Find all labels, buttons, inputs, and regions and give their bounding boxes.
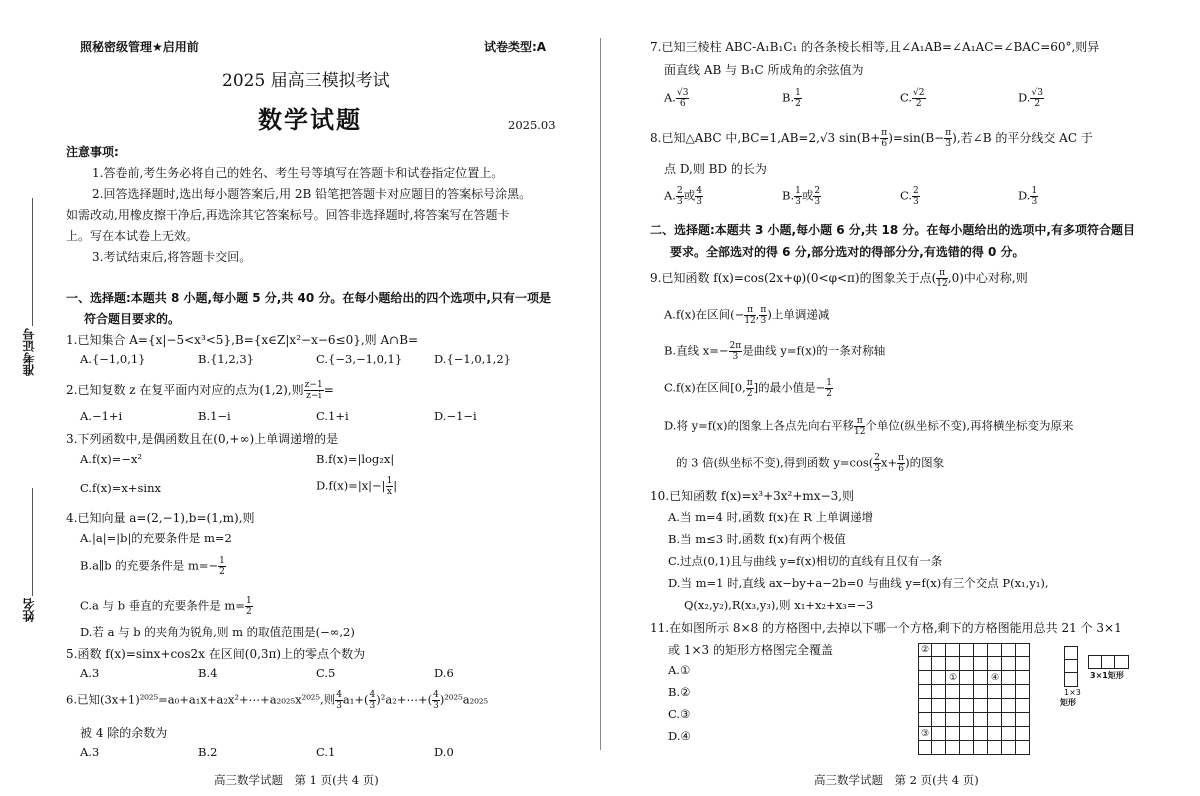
notice-item: 2.回答选择题时,选出每小题答案后,用 2B 铅笔把答题卡对应题目的答案标号涂黑。 (92, 187, 532, 201)
q8-option: D. $\frac{1}{3}$ (1018, 186, 1038, 207)
q6-option: B.2 (198, 745, 218, 759)
q6-stem: 6.已知(3x+1)²⁰²⁵=a₀+a₁x+a₂x²+⋯+a₂₀₂₅x²⁰²⁵,则 $\frac{4}{3}$ a₁+( $\frac{4}{3}$ )²a₂+⋯+( $\frac{4}{3}$ )²⁰²⁵a₂₀₂₅ (66, 690, 489, 711)
q6-option: C.1 (316, 745, 336, 759)
notice-item: 3.考试结束后,将答题卡交回。 (92, 250, 252, 264)
label-1x3: 1×3 (1064, 688, 1081, 697)
q11-option: A.① (668, 663, 691, 677)
exam-no-line (32, 198, 33, 326)
q4-option: A.|a|=|b|的充要条件是 m=2 (80, 531, 232, 545)
section2-line2: 要求。全部选对的得 6 分,部分选对的得部分分,有选错的得 0 分。 (670, 245, 1025, 259)
grid-mark: ④ (990, 673, 1000, 683)
grid-8x8-figure (918, 643, 1030, 755)
q3-option: D.f(x)=|x|−| $\frac{1}{x}$ | (316, 476, 398, 497)
q7-stem: 7.已知三棱柱 ABC-A₁B₁C₁ 的各条棱长相等,且∠A₁AB=∠A₁AC=∠BAC=60°,则异 (650, 40, 1100, 54)
q1-option: C.{−3,−1,0,1} (316, 352, 403, 366)
exam-date: 2025.03 (508, 118, 556, 132)
q9-option: C.f(x)在区间[0, $\frac{\pi}{2}$ ]的最小值是− $\frac{1}{2}$ (664, 378, 832, 399)
q6-option: D.0 (434, 745, 454, 759)
section1-line1: 一、选择题:本题共 8 小题,每小题 5 分,共 40 分。在每小题给出的四个选项中,只有一项是 (66, 291, 551, 305)
notice-item: 如需改动,用橡皮擦干净后,再选涂其它答案标号。回答非选择题时,将答案写在答题卡 (66, 208, 510, 222)
q5-stem: 5.函数 f(x)=sinx+cos2x 在区间(0,3π)上的零点个数为 (66, 647, 366, 661)
q11-stem: 或 1×3 的矩形方格图完全覆盖 (668, 643, 833, 657)
q9-option-cont: 的 3 倍(纵坐标不变),得到函数 y=cos( $\frac{2}{3}$ x+ $\frac{\pi}{6}$ )的图象 (676, 453, 945, 474)
q11-option: C.③ (668, 707, 691, 721)
rect-3x1 (1088, 655, 1129, 669)
footer-right: 高三数学试题 第 2 页(共 4 页) (814, 773, 979, 787)
paper-type: 试卷类型:A (484, 40, 547, 54)
q7-stem: 面直线 AB 与 B₁C 所成角的余弦值为 (664, 63, 864, 77)
q7-option: B. $\frac{1}{2}$ (782, 88, 801, 109)
q2-option: A.−1+i (80, 409, 123, 423)
q9-stem: 9.已知函数 f(x)=cos(2x+φ)(0<φ<π)的图象关于点( $\frac{\pi}{12}$ ,0)中心对称,则 (650, 268, 1028, 289)
confidential-label: 照秘密级管理★启用前 (80, 40, 199, 54)
q4-option: B.a∥b 的充要条件是 m=− $\frac{1}{2}$ (80, 556, 225, 577)
page-divider (600, 38, 601, 750)
rect-1x3 (1064, 646, 1078, 687)
q10-option-cont: Q(x₂,y₂),R(x₃,y₃),则 x₁+x₂+x₃=−3 (684, 598, 874, 612)
q10-option: D.当 m=1 时,直线 ax−by+a−2b=0 与曲线 y=f(x)有三个交点 P(x₁,y₁), (668, 576, 1049, 590)
grid-mark: ① (948, 673, 958, 683)
q2-option: D.−1−i (434, 409, 477, 423)
notice-item: 1.答卷前,考生务必将自己的姓名、考生号等填写在答题卡和试卷指定位置上。 (92, 166, 504, 180)
q5-option: D.6 (434, 666, 454, 680)
q2-option: B.1−i (198, 409, 231, 423)
q1-option: B.{1,2,3} (198, 352, 255, 366)
footer-left: 高三数学试题 第 1 页(共 4 页) (214, 773, 379, 787)
q7-option: A. $\frac{√3}{6}$ (664, 88, 689, 109)
q6-option: A.3 (80, 745, 100, 759)
q1-option: D.{−1,0,1,2} (434, 352, 511, 366)
q3-option: B.f(x)=|log₂x| (316, 452, 395, 466)
q9-option: D.将 y=f(x)的图象上各点先向右平移 $\frac{\pi}{12}$ 个单位(纵坐标不变),再将横坐标变为原来 (664, 416, 1074, 437)
label-rect: 矩形 (1060, 698, 1076, 707)
q8-option: C. $\frac{2}{3}$ (900, 186, 919, 207)
q11-option: B.② (668, 685, 691, 699)
q3-option: A.f(x)=−x² (80, 452, 143, 466)
q10-option: B.当 m≤3 时,函数 f(x)有两个极值 (668, 532, 846, 546)
q4-stem: 4.已知向量 a=(2,−1),b=(1,m),则 (66, 511, 255, 525)
section2-line1: 二、选择题:本题共 3 小题,每小题 6 分,共 18 分。在每小题给出的选项中,有多项符合题目 (650, 223, 1135, 237)
q2-option: C.1+i (316, 409, 349, 423)
q10-option: C.过点(0,1)且与曲线 y=f(x)相切的直线有且仅有一条 (668, 554, 943, 568)
q11-stem: 11.在如图所示 8×8 的方格图中,去掉以下哪一个方格,剩下的方格图能用总共 21 个 3×1 (650, 621, 1122, 635)
q7-option: C. $\frac{√2}{2}$ (900, 88, 925, 109)
notice-heading: 注意事项: (66, 145, 119, 159)
grid-mark: ② (920, 645, 930, 655)
q5-option: B.4 (198, 666, 218, 680)
label-3x1: 3×1矩形 (1090, 671, 1124, 680)
name-line (32, 488, 33, 596)
notice-item: 上。写在本试卷上无效。 (66, 229, 199, 243)
grid-mark: ③ (920, 729, 930, 739)
grid-frame (918, 643, 1030, 755)
q5-option: C.5 (316, 666, 336, 680)
subject-title: 数学试题 (258, 105, 362, 134)
q1-stem: 1.已知集合 A={x|−5<x³<5},B={x∈Z|x²−x−6≤0},则 A∩B= (66, 333, 419, 347)
q5-option: A.3 (80, 666, 100, 680)
q9-option: B.直线 x=− $\frac{2\pi}{3}$ 是曲线 y=f(x)的一条对称轴 (664, 341, 886, 362)
exam-title: 2025 届高三模拟考试 (222, 71, 390, 91)
exam-no-label: 准考证号 (22, 328, 36, 376)
q1-option: A.{−1,0,1} (80, 352, 146, 366)
q4-option: C.a 与 b 垂直的充要条件是 m= $\frac{1}{2}$ (80, 596, 252, 617)
q8-option: A. $\frac{2}{3}$ 或 $\frac{4}{3}$ (664, 186, 702, 207)
q10-stem: 10.已知函数 f(x)=x³+3x²+mx−3,则 (650, 489, 855, 503)
q9-option: A.f(x)在区间(− $\frac{\pi}{12}$ , $\frac{\pi}{3}$ )上单调递减 (664, 305, 830, 326)
q3-option: C.f(x)=x+sinx (80, 481, 161, 495)
name-label: 姓名 (22, 598, 36, 622)
q2-stem: 2.已知复数 z 在复平面内对应的点为(1,2),则 $\frac{z-1}{z-i}$ = (66, 380, 334, 401)
q7-option: D. $\frac{√3}{2}$ (1018, 88, 1043, 109)
q6-continuation: 被 4 除的余数为 (80, 726, 168, 740)
q10-option: A.当 m=4 时,函数 f(x)在 R 上单调递增 (668, 510, 874, 524)
q11-option: D.④ (668, 729, 691, 743)
q3-stem: 3.下列函数中,是偶函数且在(0,+∞)上单调递增的是 (66, 432, 339, 446)
q8-stem: 8.已知△ABC 中,BC=1,AB=2,√3 sin(B+ $\frac{\pi}{6}$ )=sin(B− $\frac{\pi}{3}$ ),若∠B 的平分线交 AC 于 (650, 128, 1093, 149)
q8-option: B. $\frac{1}{3}$ 或 $\frac{2}{3}$ (782, 186, 821, 207)
q4-option: D.若 a 与 b 的夹角为锐角,则 m 的取值范围是(−∞,2) (80, 625, 355, 639)
section1-line2: 符合题目要求的。 (84, 312, 181, 326)
q8-stem: 点 D,则 BD 的长为 (664, 162, 767, 176)
